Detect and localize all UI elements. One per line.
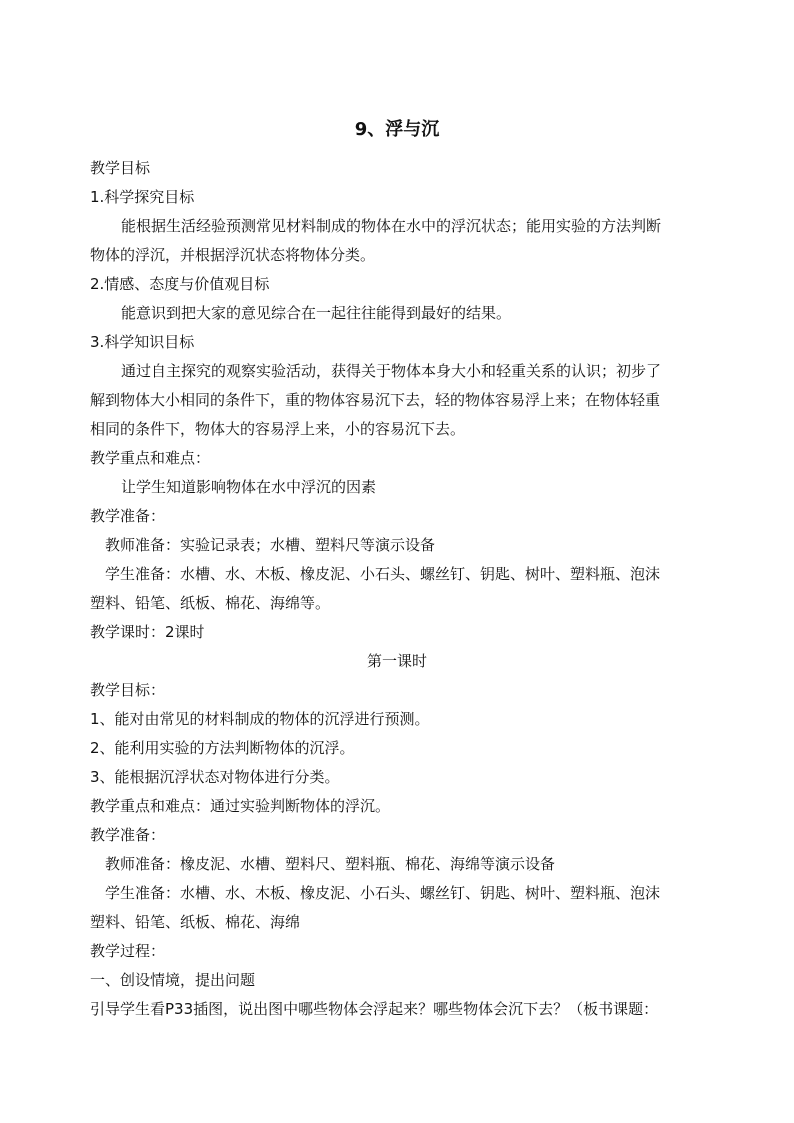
paragraph-line: 塑料、铅笔、纸板、棉花、海绵 (90, 913, 301, 931)
subsection-heading: 2.情感、态度与价值观目标 (90, 275, 270, 293)
list-item: 3、能根据沉浮状态对物体进行分类。 (90, 768, 340, 786)
paragraph-line: 引导学生看P33插图，说出图中哪些物体会浮起来？哪些物体会沉下去？（板书课题： (90, 1000, 659, 1018)
paragraph-line: 教师准备：实验记录表；水槽、塑料尺等演示设备 (105, 536, 436, 554)
subsection-heading: 1.科学探究目标 (90, 188, 195, 206)
paragraph-line: 能意识到把大家的意见综合在一起往往能得到最好的结果。 (121, 304, 512, 322)
section-heading: 教学课时：2课时 (90, 623, 205, 641)
paragraph-line: 塑料、铅笔、纸板、棉花、海绵等。 (90, 594, 331, 612)
subsection-heading: 一、创设情境，提出问题 (90, 971, 256, 989)
lesson-heading: 第一课时 (366, 652, 427, 670)
paragraph-line: 相同的条件下，物体大的容易浮上来，小的容易沉下去。 (90, 420, 466, 438)
document-title: 9、浮与沉 (354, 119, 440, 140)
section-heading: 教学目标： (90, 681, 166, 699)
paragraph-line: 让学生知道影响物体在水中浮沉的因素 (121, 478, 377, 496)
section-heading: 教学准备： (90, 507, 166, 525)
section-heading: 教学过程： (90, 942, 166, 960)
section-heading: 教学重点和难点：通过实验判断物体的浮沉。 (90, 797, 391, 815)
paragraph-line: 能根据生活经验预测常见材料制成的物体在水中的浮沉状态；能用实验的方法判断 (121, 217, 662, 235)
section-heading: 教学准备： (90, 826, 166, 844)
section-heading: 教学重点和难点： (90, 449, 211, 467)
list-item: 1、能对由常见的材料制成的物体的沉浮进行预测。 (90, 710, 430, 728)
subsection-heading: 3.科学知识目标 (90, 333, 195, 351)
list-item: 2、能利用实验的方法判断物体的沉浮。 (90, 739, 355, 757)
paragraph-line: 教师准备：橡皮泥、水槽、塑料尺、塑料瓶、棉花、海绵等演示设备 (105, 855, 556, 873)
paragraph-line: 通过自主探究的观察实验活动，获得关于物体本身大小和轻重关系的认识；初步了 (121, 362, 662, 380)
paragraph-line: 物体的浮沉，并根据浮沉状态将物体分类。 (90, 246, 376, 264)
paragraph-line: 学生准备：水槽、水、木板、橡皮泥、小石头、螺丝钉、钥匙、树叶、塑料瓶、泡沫 (105, 884, 661, 902)
section-heading: 教学目标 (90, 159, 151, 177)
paragraph-line: 解到物体大小相同的条件下，重的物体容易沉下去，轻的物体容易浮上来；在物体轻重 (90, 391, 661, 409)
paragraph-line: 学生准备：水槽、水、木板、橡皮泥、小石头、螺丝钉、钥匙、树叶、塑料瓶、泡沫 (105, 565, 661, 583)
